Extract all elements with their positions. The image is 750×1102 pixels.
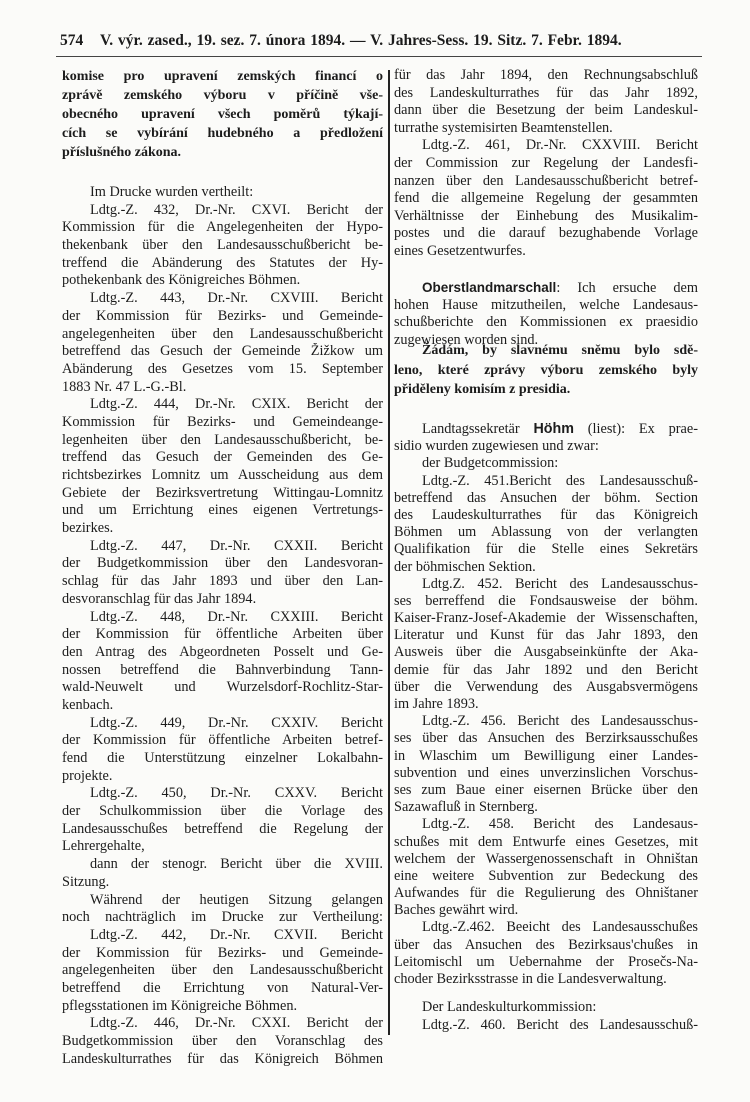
text-line: zprávě zemského výboru v příčině vše- [62, 88, 383, 103]
text-line: Ldtg.-Z. 447, Dr.-Nr. CXXII. Bericht [90, 537, 383, 554]
text-line: projekte. [62, 767, 113, 784]
text-line: angelegenheiten über den Landesausschußbericht [62, 962, 383, 979]
text-line: 1883 Nr. 47 L.-G.-Bl. [62, 378, 187, 395]
text-line: für das Jahr 1894, den Rechnungsabschluß [394, 67, 698, 83]
text-line: subvention und eines unverzinslichen Vorschus- [394, 764, 698, 781]
text-line: über das Ansuchen des Bezirksaus'chußes in [394, 936, 698, 953]
text-line: Landesausschußes betreffend die Regelung der [62, 820, 383, 837]
text-line: Ldtg.-Z. 461, Dr.-Nr. CXXVIII. Bericht [422, 137, 698, 154]
text-line: eines Gesetzentwurfes. [394, 242, 526, 259]
text-line: dann der stenogr. Bericht über die XVIII. [90, 856, 383, 873]
text-line: Qualifikation für die Stelle eines Sekretärs [394, 541, 698, 558]
text-line: fend die allgemeine Regelung der gesammten [394, 190, 698, 207]
text-line: schlag für das Jahr 1893 und über den Lan- [62, 573, 383, 590]
text-line: Ldtg.-Z. 432, Dr.-Nr. CXVI. Bericht der [90, 201, 383, 218]
text-line: Der Landeskulturkommission: [422, 999, 597, 1015]
text-line: der Kommission für Bezirks- und Gemeinde- [62, 944, 383, 961]
text-line: Landeskulturrathes für das Königreich Böhmen [62, 1050, 383, 1067]
text-line: Ldtg.-Z. 444, Dr.-Nr. CXIX. Bericht der [90, 396, 383, 413]
text-line: komise pro upravení zemských financí o [62, 69, 383, 84]
text-line: Ldtg.-Z. 443, Dr.-Nr. CXVIII. Bericht [90, 290, 383, 307]
text-line: zugewiesen worden sind. [394, 331, 539, 348]
text-line: und um Errichtung eines eigenen Vertretungs- [62, 502, 383, 519]
text-line: turrathe systemisirten Beamtenstellen. [394, 119, 613, 136]
text-line: noch nachträglich im Drucke zur Vertheilung: [62, 909, 383, 926]
text-line: Ldtg.-Z. 446, Dr.-Nr. CXXI. Bericht der [90, 1015, 383, 1032]
text-line: Kommission für Bezirks- und Gemeindeange- [62, 413, 383, 430]
right-speaker-landtagssekretaer [394, 421, 698, 988]
right-landeskulturkommission [394, 999, 698, 1034]
speaker-name: Höhm [533, 421, 574, 437]
text-line: Ldtg.-Z. 448, Dr.-Nr. CXXIII. Bericht [90, 608, 383, 625]
text-line: Ldtg.-Z. 456. Bericht des Landesausschus- [422, 713, 698, 730]
text-line: treffend die Abänderung des Statutes der Hy- [62, 254, 383, 271]
text-line: wald-Neuwelt und Wurzelsdorf-Rochlitz-Star- [62, 679, 383, 696]
text-line: betreffend die Errichtung von Natural-Ver- [62, 979, 383, 996]
page-header [60, 32, 700, 52]
text-line: angelegenheiten über den Landesausschußbericht [62, 325, 383, 342]
text-line: ses über das Ansuchen des Berzirksausschußes [394, 730, 698, 747]
text-line: Lehrergehalte, [62, 838, 145, 855]
text-line: Böhmen um Ablassung von der verlangten [394, 524, 698, 541]
column-divider [388, 70, 390, 1035]
text-line: treffend das Gesuch der Gemeinden des Ge- [62, 449, 383, 466]
text-line [394, 421, 698, 438]
text-line: Žádám, by slavnému sněmu bylo sdě- [422, 343, 698, 358]
text-line: kenbach. [62, 696, 114, 713]
text-line: legenheiten über den Landesausschußbericht, be- [62, 431, 383, 448]
text-line: richtsbezirkes Lomnitz um Ausscheidung aus dem [62, 467, 383, 483]
text-line: demie für das Jahr 1892 und den Bericht [394, 661, 698, 678]
text-line: pothekenbank des Königreiches Böhmen. [62, 272, 301, 289]
text-line: der Kommission für Bezirks- und Gemeinde- [62, 307, 383, 324]
text-line: bezirkes. [62, 520, 114, 537]
left-czech-paragraph [62, 67, 383, 162]
text-line: příslušného zákona. [62, 145, 182, 160]
text-segment: Landtagssekretär [422, 421, 534, 437]
text-line: nanzen über den Landesausschußbericht betref- [394, 172, 698, 189]
text-line: desvoranschlag für das Jahr 1894. [62, 590, 257, 607]
text-line: leno, které zprávy výboru zemského byly [394, 362, 698, 378]
text-line: Kommission für die Angelegenheiten der Hypo- [62, 219, 383, 236]
text-line: Aufwandes für die Regulierung des Ohništaner [394, 885, 698, 902]
text-line: betreffend das Ansuchen der böhm. Section [394, 489, 698, 506]
text-line: choder Bezirksstrasse in die Landesverwaltung. [394, 971, 667, 987]
running-head: V. výr. zased., 19. sez. 7. února 1894. — V. Jahres-Sess. 19. Sitz. 7. Febr. 1894. [100, 32, 622, 49]
text-line: schußes mit dem Entwurfe eines Gesetzes, mit [394, 833, 698, 850]
text-line: im Jahre 1893. [394, 696, 479, 712]
text-line: schußberichte den Kommissionen ex praesidio [394, 314, 698, 331]
text-line: Ldtg.-Z. 460. Bericht des Landesausschuß- [422, 1016, 698, 1033]
text-line: über die Verwendung des Ausgabsvermögens [394, 678, 698, 695]
text-line: Literatur und Kunst für das Jahr 1893, den [394, 627, 698, 644]
text-line [394, 279, 698, 297]
text-segment: : Ich ersuche dem [556, 280, 698, 296]
text-line: Während der heutigen Sitzung gelangen [90, 891, 383, 908]
text-line: Sitzung. [62, 873, 110, 890]
text-line: der Kommission für öffentliche Arbeiten über [62, 626, 383, 643]
page-number: 574 [60, 32, 84, 49]
text-line: postes und die darauf bezughabende Vorlage [394, 225, 698, 242]
text-line: der Budgetcommission: [422, 455, 559, 472]
right-german-continuation [394, 67, 698, 261]
text-line: den Antrag des Abgeordneten Posselt und Ge- [62, 643, 383, 660]
text-line: Leitomischl um Uebernahme der Prosečs-Na- [394, 953, 698, 970]
speaker-name: Oberstlandmarschall [422, 280, 557, 295]
text-line: Budgetkommission über den Voranschlag des [62, 1033, 383, 1049]
text-line: Gebiete der Bezirksvertretung Wittingau-Lomnitz [62, 484, 383, 501]
text-line: Ldtg.Z. 452. Bericht des Landesausschus- [422, 575, 698, 592]
text-line: Kaiser-Franz-Josef-Akademie der Wissenschaften, [394, 610, 698, 627]
text-line: dann über die Besetzung der beim Landeskul- [394, 102, 698, 119]
text-line: thekenbank über den Landesausschußbericht be- [62, 237, 383, 254]
text-line: betreffend das Gesuch der Gemeinde Žižkow um [62, 343, 383, 360]
text-line: welchem der Wassergenossenschaft in Ohništan [394, 850, 698, 867]
text-line: pflegsstationen im Königreiche Böhmen. [62, 997, 298, 1014]
text-line: sidio wurden zugewiesen und zwar: [394, 438, 599, 455]
text-line: der Commission zur Regelung der Landesfi- [394, 154, 698, 171]
text-line: Verhältnisse der Einhebung des Musikalim- [394, 207, 698, 224]
header-rule [56, 56, 702, 57]
text-line: Im Drucke wurden vertheilt: [90, 184, 254, 200]
text-line: obecného upravení všech poměrů týkají- [62, 107, 383, 122]
right-czech-paragraph [394, 341, 698, 400]
text-line: hohen Hause mitzutheilen, welche Landesaus- [394, 296, 698, 313]
text-line: der Schulkommission über die Vorlage des [62, 803, 383, 820]
text-line: eine weitere Subvention zur Bedeckung des [394, 867, 698, 884]
text-line: Ldtg.-Z. 450, Dr.-Nr. CXXV. Bericht [90, 785, 383, 802]
text-line: Baches gewährt wird. [394, 902, 519, 919]
text-line: Sazawafluß in Sternberg. [394, 799, 538, 816]
text-line: des Landeskulturrathes für das Jahr 1892, [394, 84, 698, 101]
text-line: in Wlaschim um Bewilligung einer Landes- [394, 747, 698, 764]
text-line: Abänderung des Gesetzes vom 15. September [62, 360, 383, 377]
text-line: Ausweis über die Ausgabseinkünfte der Aka- [394, 644, 698, 661]
text-line: Ldtg.-Z. 442, Dr.-Nr. CXVII. Bericht [90, 926, 383, 943]
text-line: přiděleny komisím z presidia. [394, 382, 571, 397]
text-line: der böhmischen Sektion. [394, 558, 536, 575]
text-line: ses berreffend die Fondsausweise der böhm. [394, 592, 698, 609]
left-german-column [62, 184, 383, 1068]
text-line: fend die Unterstützung einzelner Lokalbahn- [62, 750, 383, 766]
text-line: der Kommission für öffentliche Arbeiten betref- [62, 732, 383, 749]
text-line: Ldtg.-Z. 451.Bericht des Landesausschuß- [422, 472, 698, 489]
text-line: nossen betreffend die Bahnverbindung Tann- [62, 661, 383, 678]
text-line: der Budgetkommission über den Landesvoran- [62, 555, 383, 572]
text-line: Ldtg.-Z. 449, Dr.-Nr. CXXIV. Bericht [90, 714, 383, 731]
text-line: ses zum Baue einer eisernen Brücke über den [394, 781, 698, 798]
text-line: cích se vybírání hudebného a předložení [62, 126, 383, 141]
text-line: Ldtg.-Z.462. Beeicht des Landesausschußes [422, 919, 698, 936]
right-speaker-oberstlandmarschall [394, 279, 698, 349]
text-line: Ldtg.-Z. 458. Bericht des Landesaus- [422, 816, 698, 833]
text-segment: (liest): Ex prae- [573, 421, 698, 437]
text-line: des Laudeskulturrathes für das Königreich [394, 506, 698, 523]
